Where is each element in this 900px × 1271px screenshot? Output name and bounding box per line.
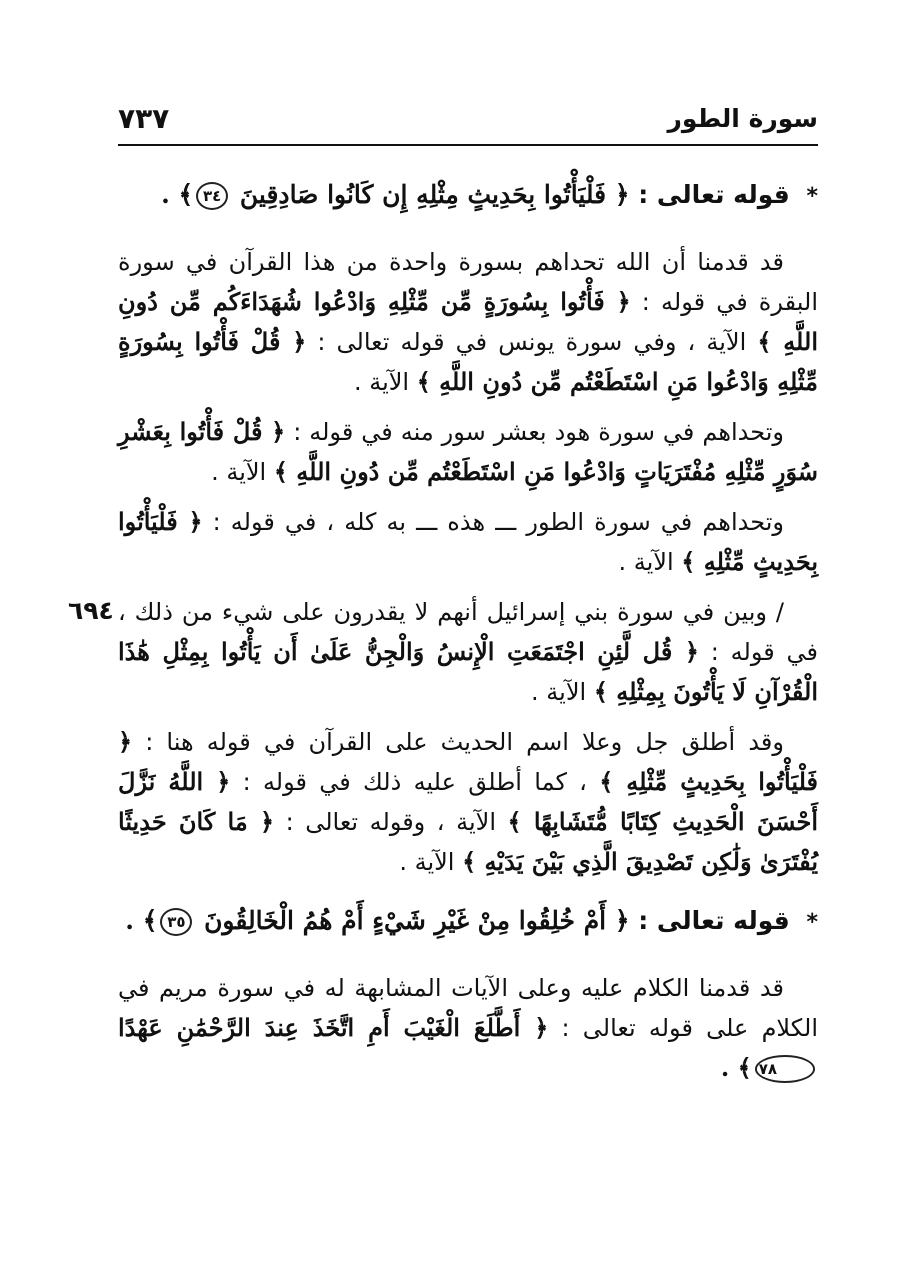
margin-page-marker: ٦٩٤ xyxy=(68,596,114,625)
paragraph-4-wrapper xyxy=(68,592,819,712)
paragraph-6 xyxy=(118,968,818,1088)
paragraph-text: الآية . xyxy=(531,678,587,706)
paragraph-text: الآية . xyxy=(353,368,410,396)
quran-verse: ﴿ فَلْيَأْتُوا بِحَدِيثٍ مِثْلِهِ إِن كَانُوا صَادِقِينَ xyxy=(239,180,630,209)
paragraph-text: الآية . xyxy=(211,458,267,486)
paragraph-text: الآية . xyxy=(618,548,674,576)
paragraph-5 xyxy=(118,722,818,882)
page-header xyxy=(118,100,818,146)
quran-quote: ﴿ مَا كَانَ حَدِيثًا يُفْتَرَىٰ وَلَٰكِن تَصْدِيقَ الَّذِي بَيْنَ يَدَيْهِ ﴾ xyxy=(118,807,818,876)
paragraph-4 xyxy=(118,592,818,712)
page-number: ٧٣٧ xyxy=(118,102,170,135)
verse-heading-34 xyxy=(118,166,818,226)
paragraph-text: وتحداهم في سورة الطور ـــ هذه ـــ به كله ، في قوله : xyxy=(212,508,784,536)
verse-label: قوله تعالى : xyxy=(638,906,790,935)
ayah-number: ٣٤ xyxy=(196,182,228,210)
star-marker: * xyxy=(806,910,818,935)
paragraph-text: وتحداهم في سورة هود بعشر سور منه في قوله : xyxy=(293,418,785,446)
verse-close: ﴾ . xyxy=(720,1053,752,1082)
verse-close: ﴾ . xyxy=(161,180,194,209)
book-page xyxy=(68,100,819,1098)
ayah-number: ٣٥ xyxy=(160,908,192,936)
quran-quote: ﴿ قُل لَّئِنِ اجْتَمَعَتِ الْإِنسُ وَالْجِنُّ عَلَىٰ أَن يَأْتُوا بِمِثْلِ هَٰذَا الْقُرْآنِ لَا يَأْتُونَ بِمِثْلِهِ ﴾ xyxy=(118,637,818,706)
paragraph-text: قد قدمنا أن الله تحداهم بسورة واحدة من هذا القرآن في سورة البقرة في قوله : xyxy=(118,248,818,316)
verse-label: قوله تعالى : xyxy=(638,180,790,209)
paragraph-3 xyxy=(118,502,818,582)
quran-quote: ﴿ اللَّهُ نَزَّلَ أَحْسَنَ الْحَدِيثِ كِتَابًا مُّتَشَابِهًا ﴾ xyxy=(118,767,818,836)
paragraph-text: الآية ، وقوله تعالى : xyxy=(285,808,496,836)
star-marker: * xyxy=(806,184,818,209)
quran-quote: ﴿ فَلْيَأْتُوا بِحَدِيثٍ مِّثْلِهِ ﴾ xyxy=(118,507,818,576)
quran-quote: ﴿ قُلْ فَأْتُوا بِسُورَةٍ مِّثْلِهِ وَادْعُوا مَنِ اسْتَطَعْتُم مِّن دُونِ اللَّهِ ﴾ xyxy=(118,327,818,396)
paragraph-text: وقد أطلق جل وعلا اسم الحديث على القرآن في قوله هنا : xyxy=(145,728,784,756)
quran-quote: ﴿ فَلْيَأْتُوا بِحَدِيثٍ مِّثْلِهِ ﴾ xyxy=(118,727,818,796)
paragraph-1 xyxy=(118,242,818,402)
quran-verse: ﴿ أَمْ خُلِقُوا مِنْ غَيْرِ شَيْءٍ أَمْ هُمُ الْخَالِقُونَ xyxy=(204,906,630,935)
paragraph-2 xyxy=(118,412,818,492)
paragraph-text: / وبين في سورة بني إسرائيل أنهم لا يقدرون على شيء من ذلك ، في قوله : xyxy=(118,598,819,666)
quran-quote: ﴿ قُلْ فَأْتُوا بِعَشْرِ سُوَرٍ مِّثْلِهِ مُفْتَرَيَاتٍ وَادْعُوا مَنِ اسْتَطَعْتُم مِّن دُونِ اللَّهِ ﴾ xyxy=(118,417,818,486)
verse-heading-35 xyxy=(118,892,818,952)
quran-quote: ﴿ أَطَّلَعَ الْغَيْبَ أَمِ اتَّخَذَ عِندَ الرَّحْمَٰنِ عَهْدًا xyxy=(118,1013,549,1042)
paragraph-text: الآية ، وفي سورة يونس في قوله تعالى : xyxy=(317,328,747,356)
paragraph-text: ، كما أطلق عليه ذلك في قوله : xyxy=(242,768,587,796)
quran-quote: ﴿ فَأْتُوا بِسُورَةٍ مِّن مِّثْلِهِ وَادْعُوا شُهَدَاءَكُم مِّن دُونِ اللَّهِ ﴾ xyxy=(118,287,818,356)
verse-close: ﴾ . xyxy=(125,906,158,935)
surah-title: سورة الطور xyxy=(667,104,818,133)
ayah-number: ٧٨ xyxy=(755,1055,815,1083)
paragraph-text: قد قدمنا الكلام عليه وعلى الآيات المشابهة له في سورة مريم في الكلام على قوله تعالى : xyxy=(118,974,818,1042)
page-body xyxy=(68,166,819,1088)
paragraph-text: الآية . xyxy=(399,848,455,876)
